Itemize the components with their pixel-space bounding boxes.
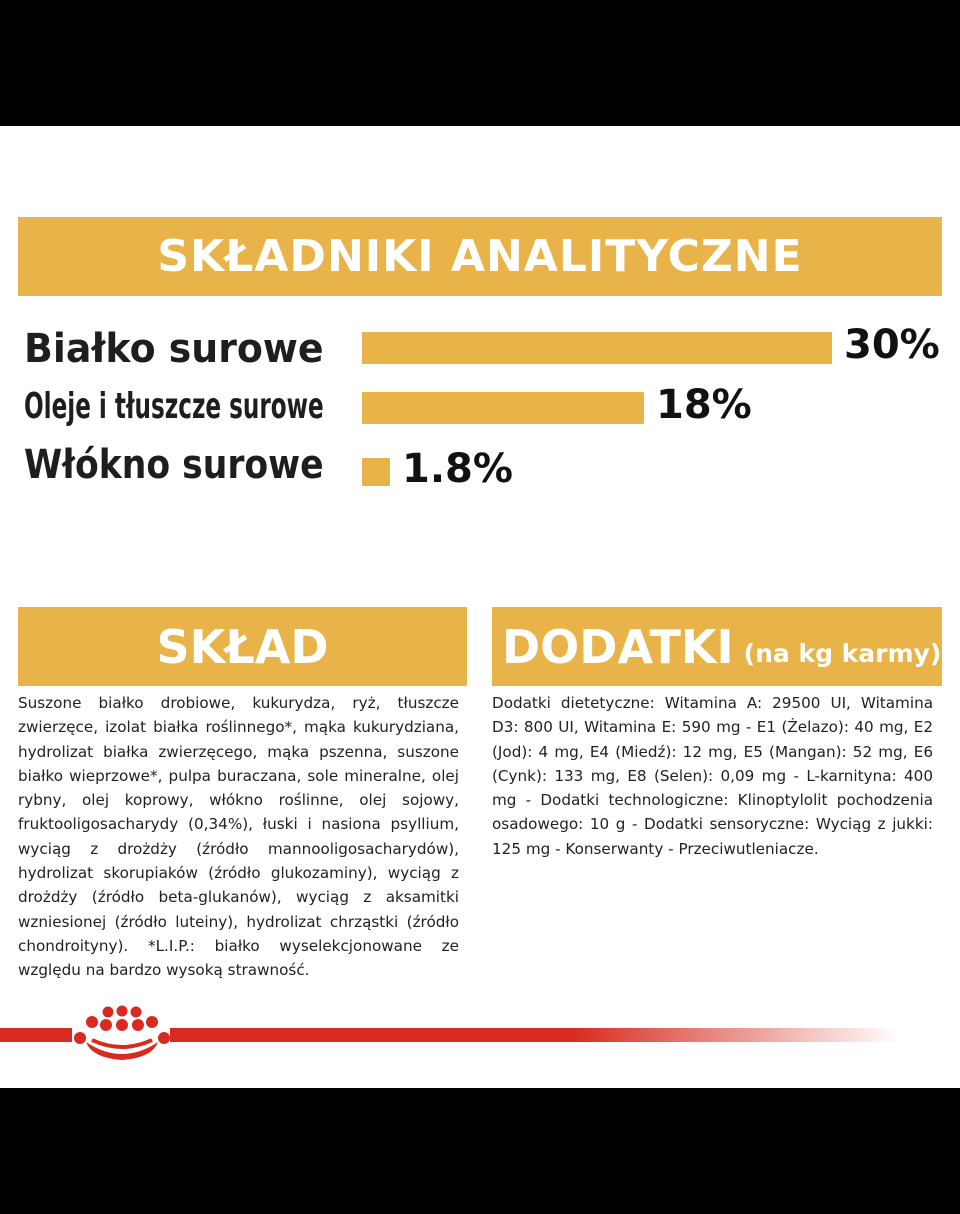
dodatki-subtitle: (na kg karmy) xyxy=(743,639,942,668)
product-info-panel xyxy=(0,126,960,1088)
value-protein: 30% xyxy=(844,322,940,368)
bar-fat xyxy=(362,392,644,424)
bar-fiber xyxy=(362,458,390,486)
dodatki-title: DODATKI xyxy=(502,619,734,674)
value-fat: 18% xyxy=(656,382,752,428)
row-label-protein: Białko surowe xyxy=(24,326,324,372)
dodatki-text: Dodatki dietetyczne: Witamina A: 29500 UI, Witamina D3: 800 UI, Witamina E: 590 mg - E1 (Żelazo): 40 mg, E2 (Jod): 4 mg, E4 (Miedź): 12 mg, E5 (Mangan): 52 mg, E6 (Cynk): 133 mg, E8 (Selen): 0,09 mg - L-karnityna: 400 mg - Dodatki technologiczne: Klinoptylolit pochodzenia osadowego: 10 g - Dodatki sensoryczne: Wyciąg z jukki: 125 mg - Konserwanty - Przeciwutleniacze. xyxy=(492,694,933,858)
brand-line-right xyxy=(170,1028,900,1042)
royal-canin-crown-icon xyxy=(64,1004,176,1062)
dodatki-title-banner xyxy=(492,607,942,686)
brand-line-left xyxy=(0,1028,72,1042)
row-label-fat: Oleje i tłuszcze surowe xyxy=(24,386,324,427)
value-fiber: 1.8% xyxy=(402,446,513,492)
sklad-title: SKŁAD xyxy=(18,607,467,686)
analytic-title: SKŁADNIKI ANALITYCZNE xyxy=(18,217,942,296)
sklad-text: Suszone białko drobiowe, kukurydza, ryż, tłuszcze zwierzęce, izolat białka roślinnego*, mąka kukurydziana, hydrolizat białka zwierzęcego, mąka pszenna, suszone białko wieprzowe*, pulpa buraczana, sole mineralne, olej rybny, olej koprowy, włókno roślinne, olej sojowy, fruktooligosacharydy (0,34%), łuski i nasiona psyllium, wyciąg z drożdży (źródło mannooligosacharydów), hydrolizat skorupiaków (źródło glukozaminy), wyciąg z drożdży (źródło beta-glukanów), wyciąg z aksamitki wzniesionej (źródło luteiny), hydrolizat chrząstki (źródło chondroityny). *L.I.P.: białko wyselekcjonowane ze względu na bardzo wysoką strawność. xyxy=(18,694,459,980)
bar-protein xyxy=(362,332,832,364)
row-label-fiber: Włókno surowe xyxy=(24,442,324,488)
